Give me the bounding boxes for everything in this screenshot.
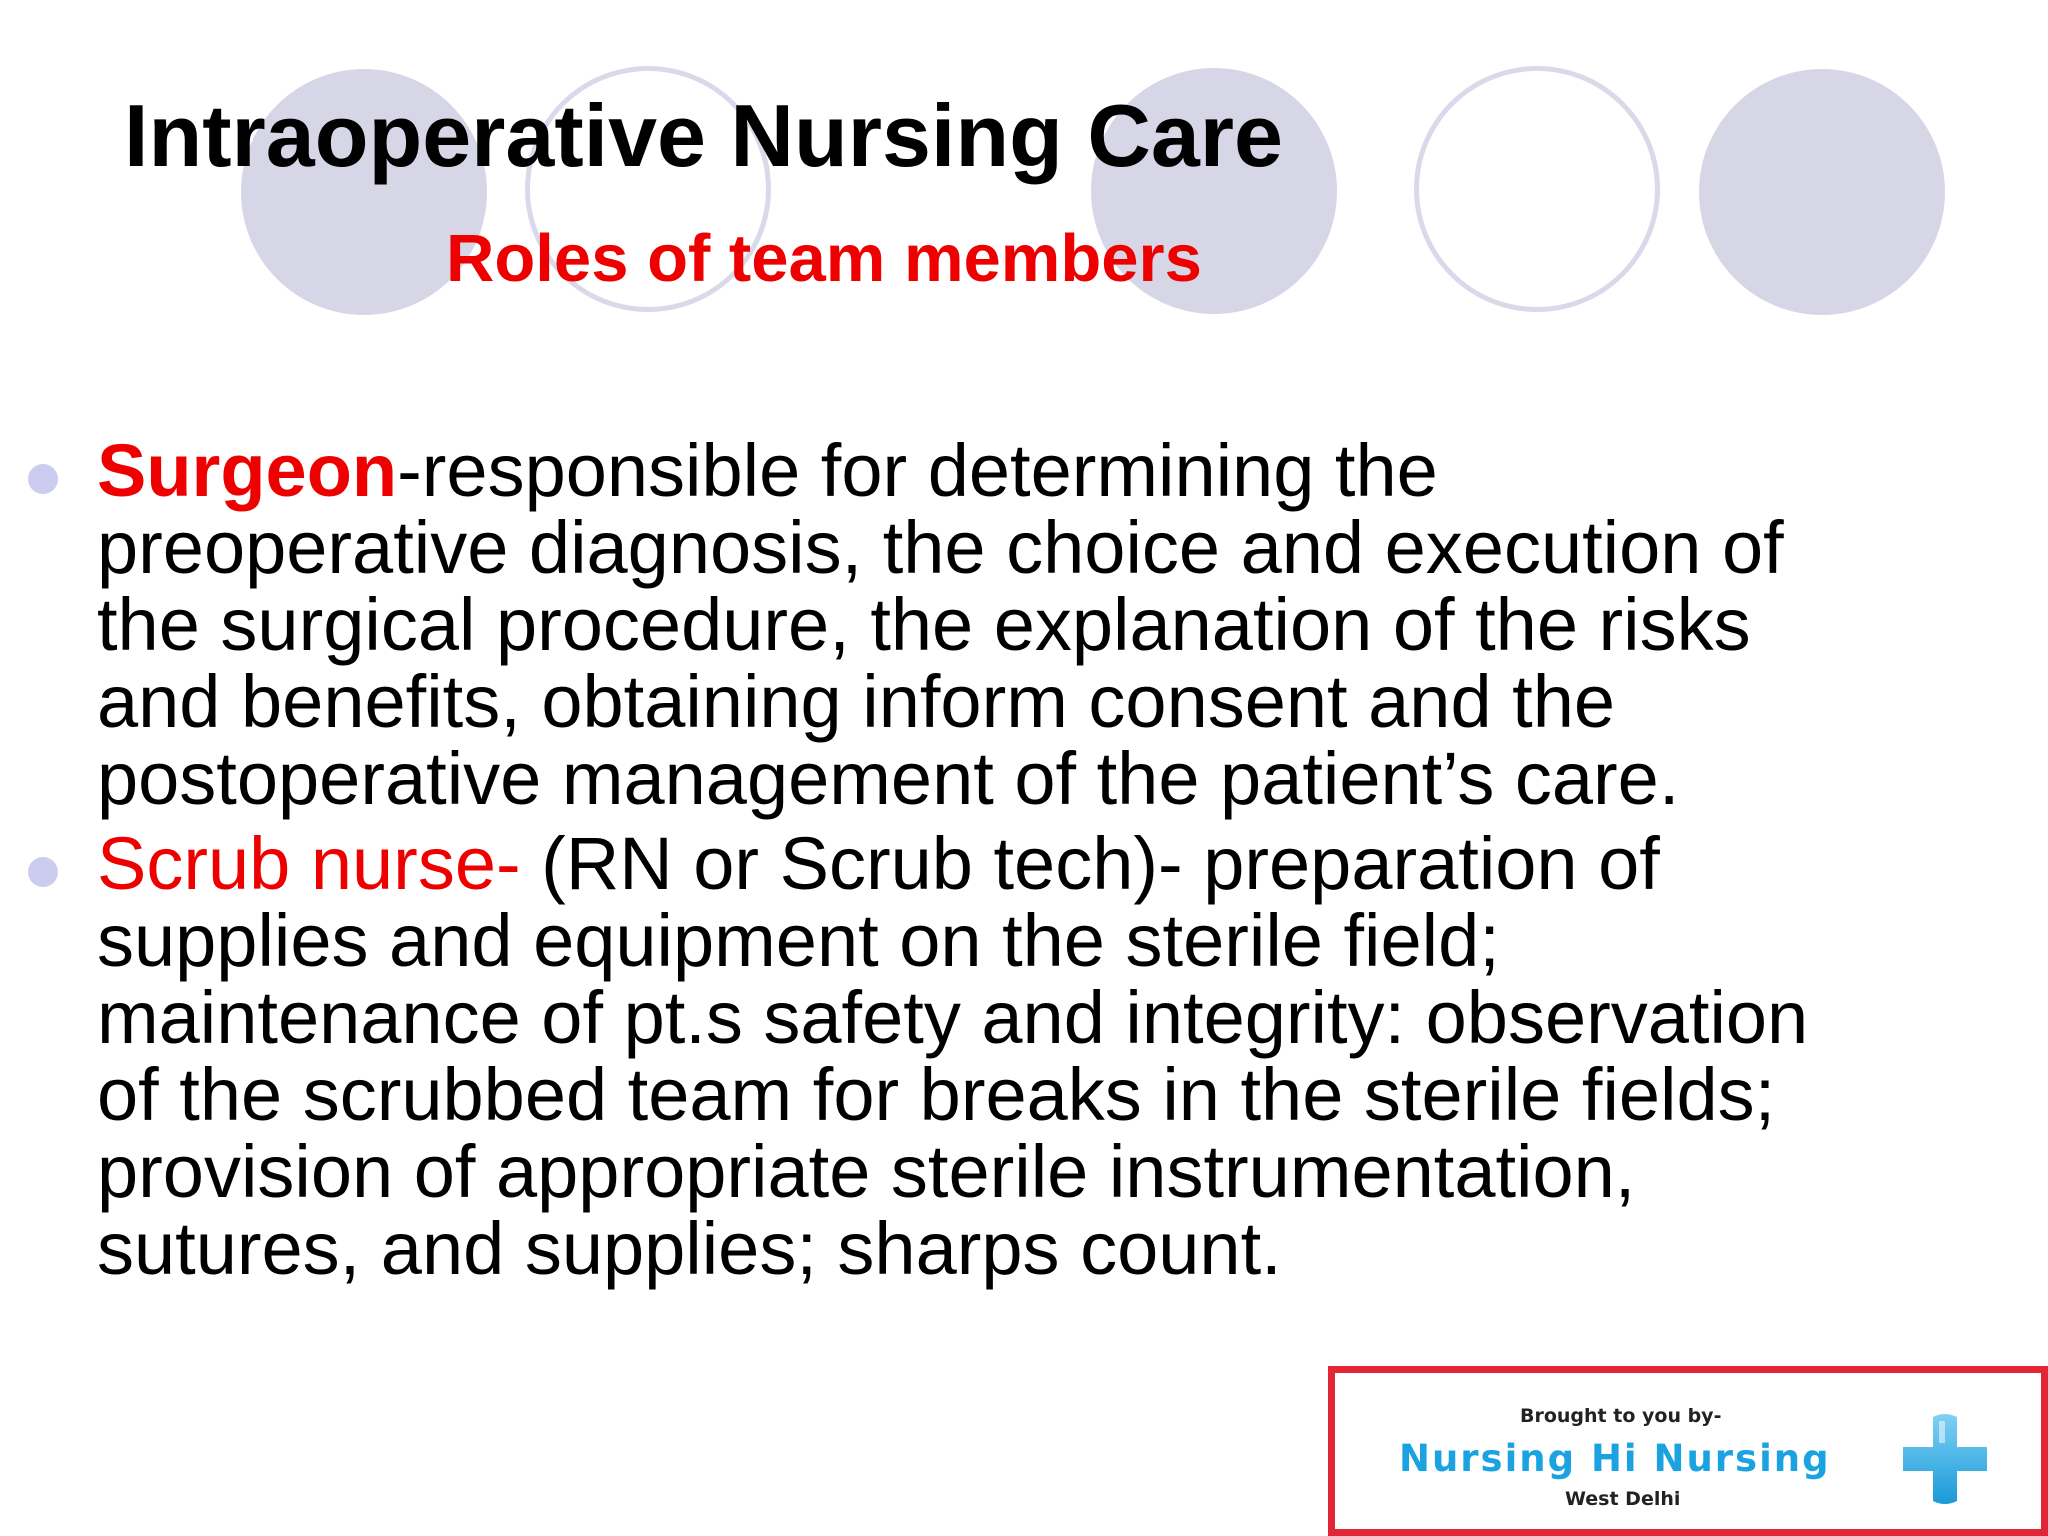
slide-title: Intraoperative Nursing Care [124,86,1283,185]
bullet-line: supplies and equipment on the sterile field; [97,899,1500,982]
banner-tagline: Brought to you by- [1520,1405,1722,1427]
sponsor-banner [1328,1366,2048,1536]
bullet-text: -responsible for determining the [397,429,1438,512]
banner-location: West Delhi [1565,1488,1681,1510]
bullet-line: preoperative diagnosis, the choice and execution of [97,506,1784,589]
bullet-line: provision of appropriate sterile instrumentation, [97,1130,1636,1213]
bullet-text: (RN or Scrub tech)- preparation of [520,822,1660,905]
bullet-line: of the scrubbed team for breaks in the sterile fields; [97,1053,1776,1136]
bullet-line: maintenance of pt.s safety and integrity: observation [97,976,1809,1059]
bullet-surgeon [0,429,2000,820]
bullet-line: postoperative management of the patient’s care. [97,737,1680,820]
medical-cross-icon [1895,1409,1995,1509]
decor-circle-filled [1699,69,1945,315]
bullet-line: sutures, and supplies; sharps count. [97,1207,1282,1290]
bullet-line [97,429,2000,512]
bullet-dot-icon [28,464,58,494]
slide-subtitle: Roles of team members [446,221,1202,296]
bullet-line [97,822,2000,905]
bullet-dot-icon [28,857,58,887]
role-name-scrub-nurse: Scrub nurse- [97,822,521,905]
banner-brand: Nursing Hi Nursing [1399,1437,1831,1480]
bullet-line: and benefits, obtaining inform consent and the [97,660,1616,743]
role-name-surgeon: Surgeon [97,429,398,512]
decor-circle-ring [1414,66,1660,312]
bullet-list [0,429,2000,1295]
bullet-line: the surgical procedure, the explanation of the risks [97,583,1751,666]
bullet-scrub-nurse [0,822,2000,1290]
